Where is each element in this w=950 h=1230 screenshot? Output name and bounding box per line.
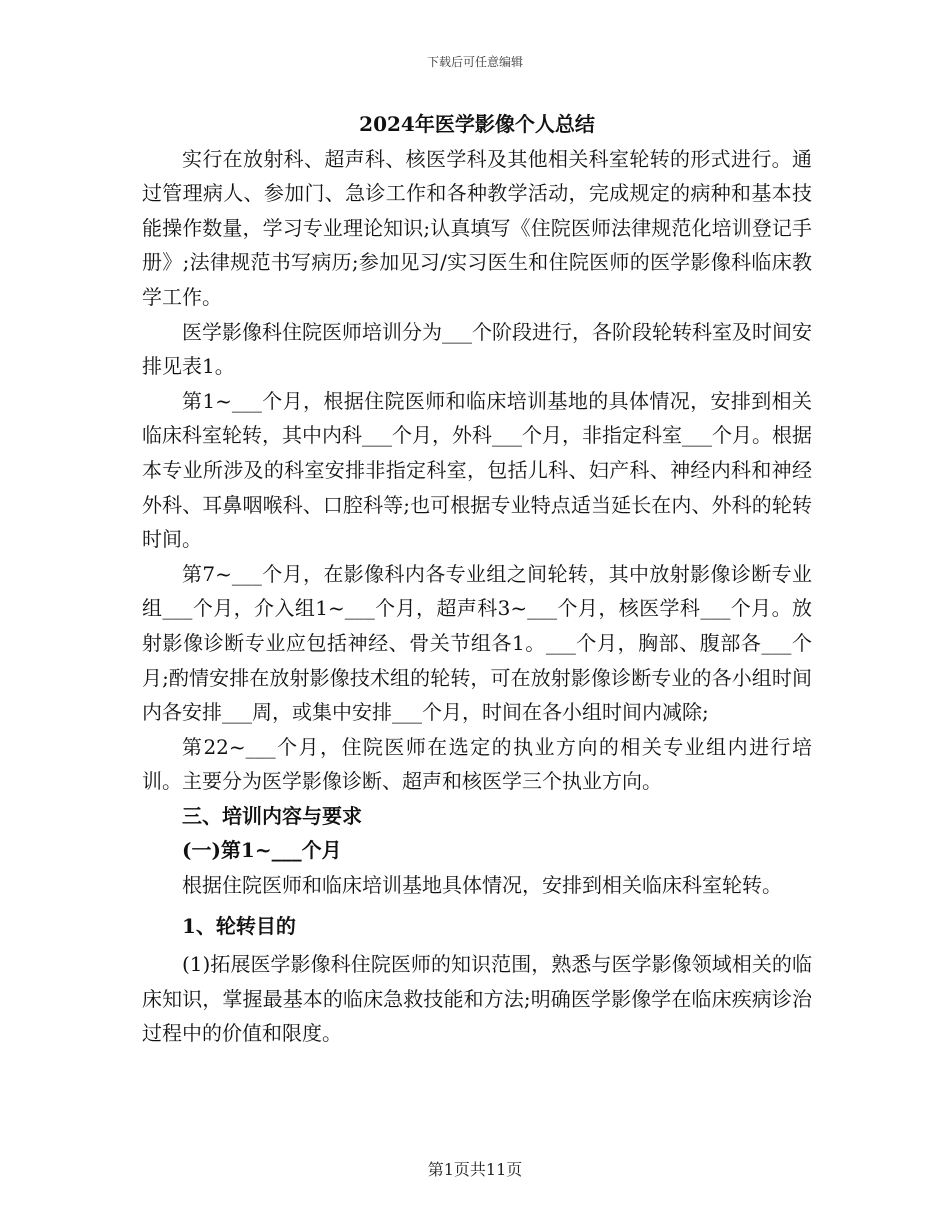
- page-header: 下载后可任意编辑: [426, 55, 523, 69]
- paragraph-purpose-one: (1)拓展医学影像科住院医师的知识范围，熟悉与医学影像领域相关的临床知识，掌握最基本的临床急救技能和方法;明确医学影像学在临床疾病诊治过程中的价值和限度。: [142, 952, 812, 1046]
- subsection-heading-months: (一)第1~___个月: [182, 838, 342, 863]
- document-body: [142, 107, 812, 1051]
- paragraph-stage-one: 第1~___个月，根据住院医师和临床培训基地的具体情况，安排到相关临床科室轮转，其中内科___个月，外科___个月，非指定科室___个月。根据本专业所涉及的科室安排非指定科室，包括儿科、妇产科、神经内科和神经外科、耳鼻咽喉科、口腔科等;也可根据专业特点适当延长在内、外科的轮转时间。: [142, 388, 812, 552]
- page-footer: 第1页共11页: [427, 1160, 523, 1179]
- document-title: 2024年医学影像个人总结: [359, 112, 595, 136]
- item-heading-rotation-purpose: 1、轮转目的: [182, 913, 296, 938]
- paragraph-training-stages: 医学影像科住院医师培训分为___个阶段进行，各阶段轮转科室及时间安排见表1。: [142, 319, 812, 379]
- paragraph-rotation-format: 实行在放射科、超声科、核医学科及其他相关科室轮转的形式进行。通过管理病人、参加门、急诊工作和各种教学活动，完成规定的病种和基本技能操作数量，学习专业理论知识;认真填写《住院医师法律规范化培训登记手册》;法律规范书写病历;参加见习/实习医生和住院医师的医学影像科临床教学工作。: [142, 146, 812, 309]
- paragraph-clinical-rotation: 根据住院医师和临床培训基地具体情况，安排到相关临床科室轮转。: [182, 873, 782, 898]
- paragraph-stage-two: 第7~___个月，在影像科内各专业组之间轮转，其中放射影像诊断专业组___个月，介入组1~___个月，超声科3~___个月，核医学科___个月。放射影像诊断专业应包括神经、骨关节组各1。___个月，胸部、腹部各___个月;酌情安排在放射影像技术组的轮转，可在放射影像诊断专业的各小组时间内各安排___周，或集中安排___个月，时间在各小组时间内减除;: [142, 561, 812, 725]
- paragraph-stage-three: 第22~___个月，住院医师在选定的执业方向的相关专业组内进行培训。主要分为医学影像诊断、超声和核医学三个执业方向。: [142, 734, 812, 794]
- section-heading-training-content: 三、培训内容与要求: [182, 803, 362, 828]
